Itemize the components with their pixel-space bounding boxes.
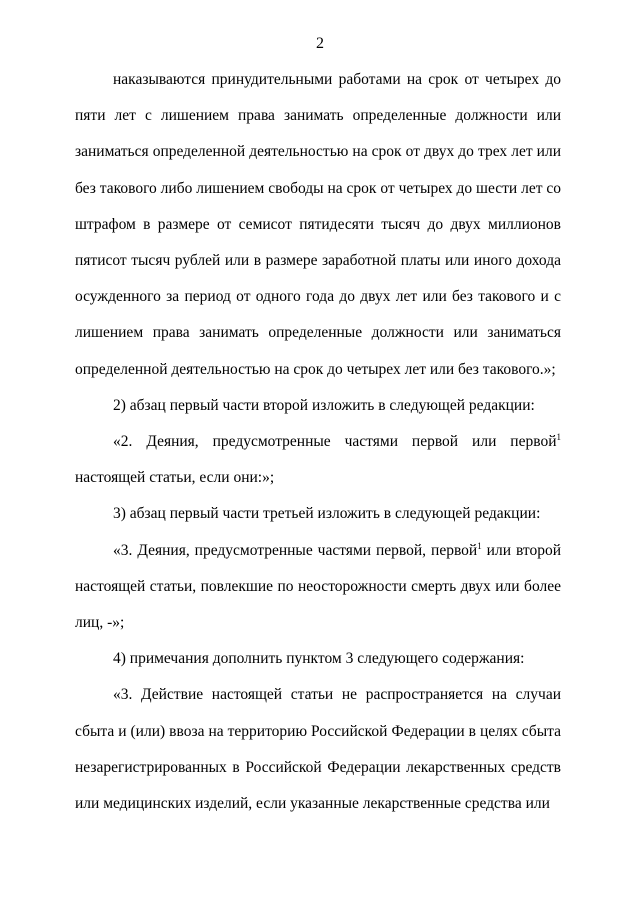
paragraph-penalty-continuation: наказываются принудительными работами на срок от четырех до пяти лет с лишением права занимать определенные должности или заниматься определенной деятельностью на срок от двух до трех лет или без такового либо лишением свободы на срок от четырех до шести лет со штрафом в размере от семисот пятидесяти тысяч до двух миллионов пятисот тысяч рублей или в размере заработной платы или иного дохода осужденного за период от одного года до двух лет или без такового и с лишением права занимать определенные должности или заниматься определенной деятельностью на срок до четырех лет или без такового.»; (75, 71, 561, 378)
paragraph-quote-part-3 (75, 533, 561, 642)
superscript-1: 1 (477, 540, 482, 551)
quote-part-3-text: «3. Деяния, предусмотренные частями первой, первой (113, 541, 478, 559)
paragraph-amendment-4: 4) примечания дополнить пунктом 3 следующего содержания: (113, 650, 525, 668)
paragraph-note-3: «3. Действие настоящей статьи не распространяется на случаи сбыта и (или) ввоза на территорию Российской Федерации в целях сбыта незарегистрированных в Российской Федерации лекарственных средств или медицинских изделий, если указанные лекарственные средства или (75, 686, 561, 813)
quote-part-2-text: «2. Деяния, предусмотренные частями первой или первой (113, 433, 557, 451)
paragraph-amendment-3: 3) абзац первый части третьей изложить в следующей редакции: (113, 505, 541, 523)
document-body (75, 62, 561, 822)
superscript-1: 1 (556, 432, 561, 443)
paragraph-amendment-2: 2) абзац первый части второй изложить в следующей редакции: (113, 396, 535, 414)
quote-part-3-text-end: или второй настоящей статьи, повлекшие по неосторожности смерть двух или более лиц, -»; (75, 541, 561, 632)
quote-part-2-text-end: настоящей статьи, если они:»; (75, 469, 275, 487)
page-number: 2 (316, 35, 324, 52)
paragraph-quote-part-2 (75, 424, 561, 496)
